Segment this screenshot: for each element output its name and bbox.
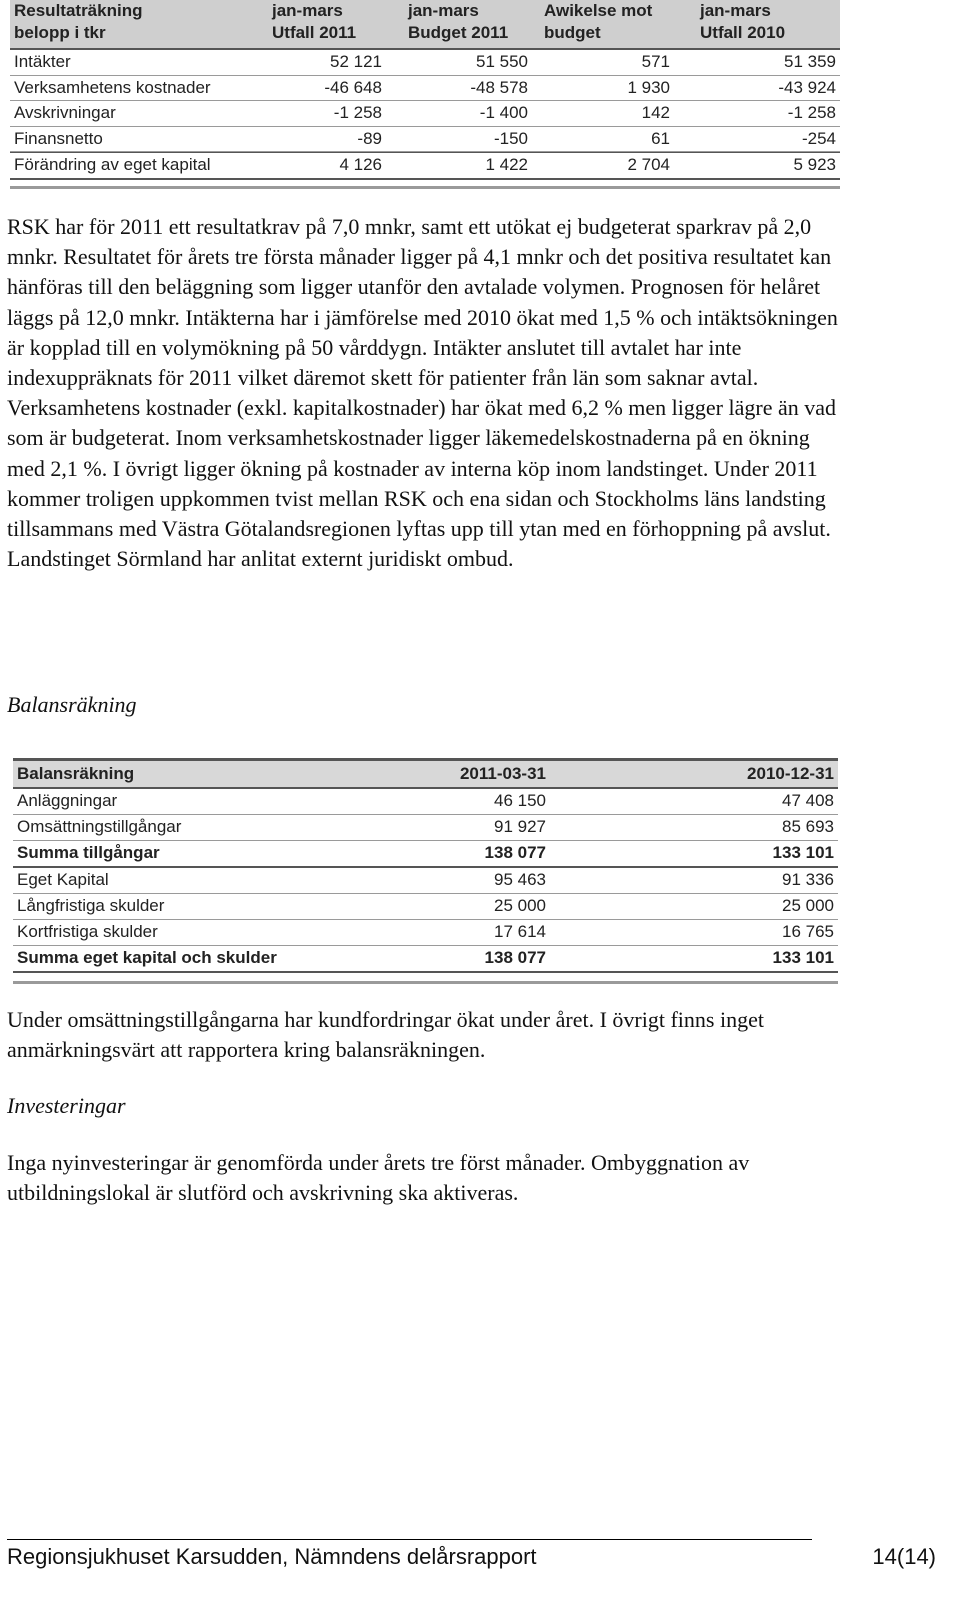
cell-value: 5 923: [793, 155, 836, 174]
cell-value: 571: [641, 52, 670, 71]
cell-value: -1 258: [787, 103, 836, 122]
footer-divider: [7, 1539, 812, 1540]
table-row: [13, 920, 838, 946]
result-table-body: [10, 50, 840, 180]
balance-header-label: Balansräkning: [17, 764, 135, 783]
page-number: 14(14): [872, 1544, 936, 1569]
table-total-row: [10, 152, 840, 180]
cell-value: -150: [493, 128, 528, 148]
balance-header-col1: 2011-03-31: [459, 764, 546, 783]
result-header-col4: jan-mars Utfall 2010: [700, 1, 786, 42]
divider: [13, 981, 838, 984]
cell-value: 17 614: [494, 922, 546, 941]
row-label: Kortfristiga skulder: [17, 922, 158, 941]
row-label: Summa tillgångar: [17, 843, 160, 862]
row-label: Verksamhetens kostnader: [14, 77, 211, 97]
body-paragraph: Inga nyinvesteringar är genomförda under årets tre först månader. Ombyggnation av utbildningslokal är slutförd och avskrivning ska aktiveras.: [7, 1150, 750, 1206]
cell-value: 25 000: [494, 896, 546, 915]
cell-value: 91 336: [782, 870, 834, 889]
result-table-header: [10, 0, 840, 50]
balance-header-col2: 2010-12-31: [747, 764, 834, 783]
divider: [10, 186, 840, 189]
cell-value: 138 077: [484, 948, 546, 967]
cell-value: 52 121: [330, 52, 382, 71]
result-header-label: Resultaträkning belopp i tkr: [14, 1, 143, 42]
table-row: [13, 815, 838, 841]
row-label: Långfristiga skulder: [17, 896, 165, 915]
row-label: Förändring av eget kapital: [14, 155, 211, 174]
table-sum-row: [13, 841, 838, 868]
cell-value: 133 101: [772, 843, 834, 862]
cell-value: 4 126: [339, 155, 382, 174]
table-row: [13, 789, 838, 815]
result-header-col3: Awikelse mot budget: [544, 1, 653, 42]
cell-value: 46 150: [494, 791, 546, 810]
body-paragraph: RSK har för 2011 ett resultatkrav på 7,0 mnkr, samt ett utökat ej budgeterat sparkrav på 2,0 mnkr. Resultatet för årets tre första månader ligger på 4,1 mnkr och det positiva resultatet kan hänföras till den beläggning som ligger utanför den avtalade volymen. Prognosen för helåret läggs på 12,0 mnkr. Intäkterna har i jämförelse med 2010 ökat med 1,5 % och intäktsökningen är kopplad till en volymökning på 50 vårddygn. Intäkter anslutet till avtalet har inte indexuppräknats för 2011 vilket däremot skett för patienter från län som saknar avtal. Verksamhetens kostnader (exkl. kapitalkostnader) har ökat med 6,2 % men ligger lägre än vad som är budgeterat. Inom verksamhetskostnader ligger läkemedelskostnaderna på en ökning med 2,1 %. I övrigt ligger ökning på kostnader av interna köp inom landstinget. Under 2011 kommer troligen uppkommen tvist mellan RSK och ena sidan och Stockholms läns landsting tillsammans med Västra Götalandsregionen lyftas upp till ytan med en förhoppning på avslut. Landstinget Sörmland har anlitat externt juridiskt ombud.: [7, 214, 838, 572]
table-row: [10, 50, 840, 76]
table-row: [10, 127, 840, 153]
cell-value: 1 930: [627, 77, 670, 97]
cell-value: 91 927: [494, 817, 546, 836]
table-row: [10, 76, 840, 102]
section-heading-balance: Balansräkning: [7, 692, 137, 717]
result-table: [10, 0, 840, 189]
cell-value: 85 693: [782, 817, 834, 836]
row-label: Summa eget kapital och skulder: [17, 948, 277, 967]
result-header-col2: jan-mars Budget 2011: [408, 1, 509, 42]
table-row: [10, 101, 840, 127]
cell-value: 61: [651, 128, 670, 148]
cell-value: 133 101: [772, 948, 834, 967]
section-heading-investments: Investeringar: [7, 1093, 126, 1118]
cell-value: -254: [801, 128, 836, 148]
result-header-col1: jan-mars Utfall 2011: [272, 1, 357, 42]
table-sum-row: [13, 946, 838, 973]
row-label: Omsättningstillgångar: [17, 817, 182, 836]
cell-value: -43 924: [778, 77, 836, 97]
cell-value: 25 000: [782, 896, 834, 915]
row-label: Eget Kapital: [17, 870, 109, 889]
cell-value: 51 359: [784, 52, 836, 71]
cell-value: -48 578: [470, 77, 528, 97]
cell-value: 51 550: [476, 52, 528, 71]
cell-value: -1 400: [479, 103, 528, 122]
table-row: [13, 868, 838, 894]
cell-value: -46 648: [324, 77, 382, 97]
row-label: Finansnetto: [14, 128, 103, 148]
cell-value: 47 408: [782, 791, 834, 810]
balance-table-header: [13, 758, 838, 789]
cell-value: 95 463: [494, 870, 546, 889]
cell-value: 16 765: [782, 922, 834, 941]
body-paragraph: Under omsättningstillgångarna har kundfordringar ökat under året. I övrigt finns inget anmärkningsvärt att rapportera kring balansräkningen.: [7, 1007, 764, 1063]
row-label: Anläggningar: [17, 791, 118, 810]
cell-value: 138 077: [484, 843, 546, 862]
row-label: Intäkter: [14, 52, 71, 71]
footer-title: Regionsjukhuset Karsudden, Nämndens delårsrapport: [7, 1544, 537, 1569]
cell-value: 142: [641, 103, 670, 122]
table-row: [13, 894, 838, 920]
cell-value: -1 258: [333, 103, 382, 122]
cell-value: 1 422: [485, 155, 528, 174]
cell-value: 2 704: [627, 155, 670, 174]
balance-table: [13, 758, 838, 984]
row-label: Avskrivningar: [14, 103, 116, 122]
cell-value: -89: [357, 128, 382, 148]
